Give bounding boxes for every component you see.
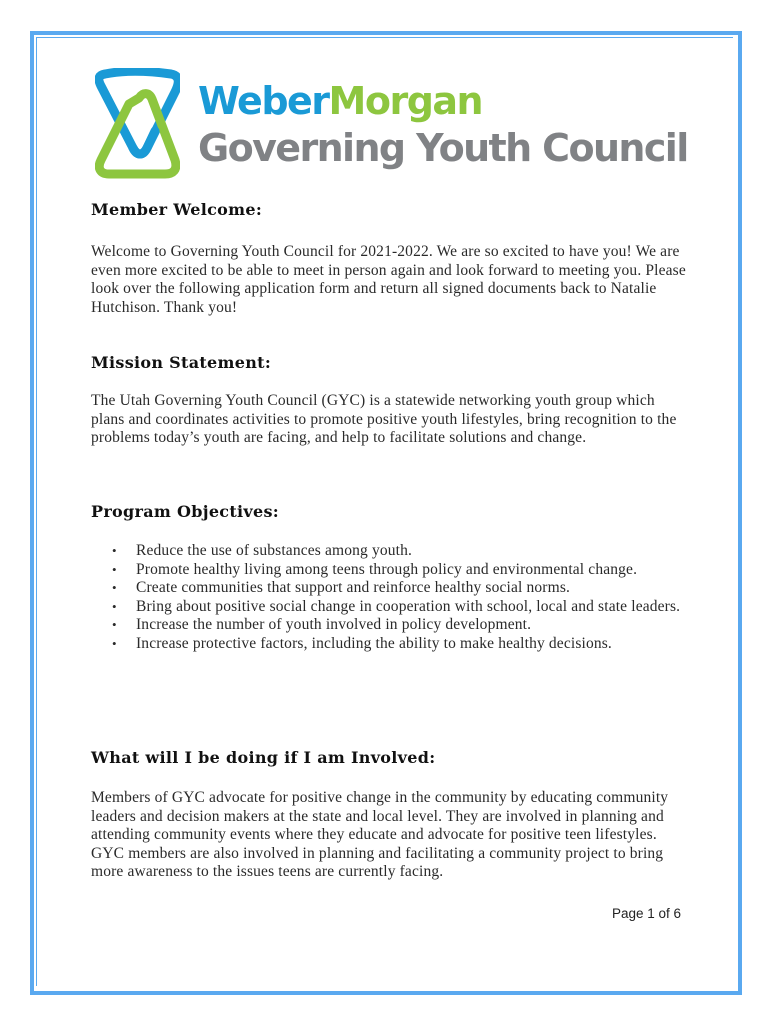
list-item: • Bring about positive social change in cooperation with school, local and state leaders. bbox=[112, 597, 681, 615]
involvement-paragraph: Members of GYC advocate for positive change in the community by educating community leaders and decision makers at the state and local level. They are involved in planning and attending community events where they educate and advocate for positive teen lifestyles. GYC members are also involved in planning and facilitating a community project to bring more awareness to the issues teens are currently facing. bbox=[91, 789, 669, 880]
bullet-icon: • bbox=[112, 580, 117, 595]
heading-program-objectives: Program Objectives: bbox=[91, 502, 280, 521]
bullet-icon: • bbox=[112, 635, 117, 651]
objectives-list bbox=[91, 542, 691, 653]
mission-paragraph: The Utah Governing Youth Council (GYC) is a statewide networking youth group which plans and coordinates activities to promote positive youth lifestyles, bring recognition to the problems today’s youth are facing, and help to facilitate solutions and change. bbox=[91, 392, 677, 446]
heading-what-will-i-be-doing: What will I be doing if I am Involved: bbox=[91, 748, 436, 767]
section-welcome bbox=[91, 199, 691, 317]
list-item: • Increase protective factors, including the ability to make healthy decisions. bbox=[112, 634, 612, 652]
page-number: Page 1 of 6 bbox=[612, 906, 682, 921]
bullet-icon: • bbox=[112, 598, 117, 614]
brand-subtitle: Governing Youth Council bbox=[198, 126, 688, 170]
welcome-paragraph: Welcome to Governing Youth Council for 2021-2022. We are so excited to have you! We are even more excited to be able to meet in person again and look forward to meeting you. Please look over the following application form and return all signed documents back to Natalie Hutchison. Thank you! bbox=[91, 243, 686, 316]
heading-member-welcome: Member Welcome: bbox=[91, 200, 263, 219]
section-objectives bbox=[91, 501, 691, 653]
heading-mission-statement: Mission Statement: bbox=[91, 353, 272, 372]
interlocked-triangles-logo-icon bbox=[95, 68, 180, 180]
brand-name bbox=[198, 79, 482, 123]
section-mission bbox=[91, 352, 691, 448]
bullet-icon: • bbox=[112, 561, 117, 577]
section-involvement bbox=[91, 747, 691, 882]
bullet-icon: • bbox=[112, 617, 117, 632]
brand-name-weber: Weber bbox=[198, 79, 329, 123]
list-item: • Increase the number of youth involved in policy development. bbox=[112, 616, 532, 633]
brand-name-morgan: Morgan bbox=[328, 79, 483, 123]
list-item: • Promote healthy living among teens through policy and environmental change. bbox=[112, 560, 638, 578]
bullet-icon: • bbox=[112, 543, 117, 558]
list-item: • Create communities that support and reinforce healthy social norms. bbox=[112, 579, 571, 596]
list-item: • Reduce the use of substances among youth. bbox=[112, 542, 413, 559]
